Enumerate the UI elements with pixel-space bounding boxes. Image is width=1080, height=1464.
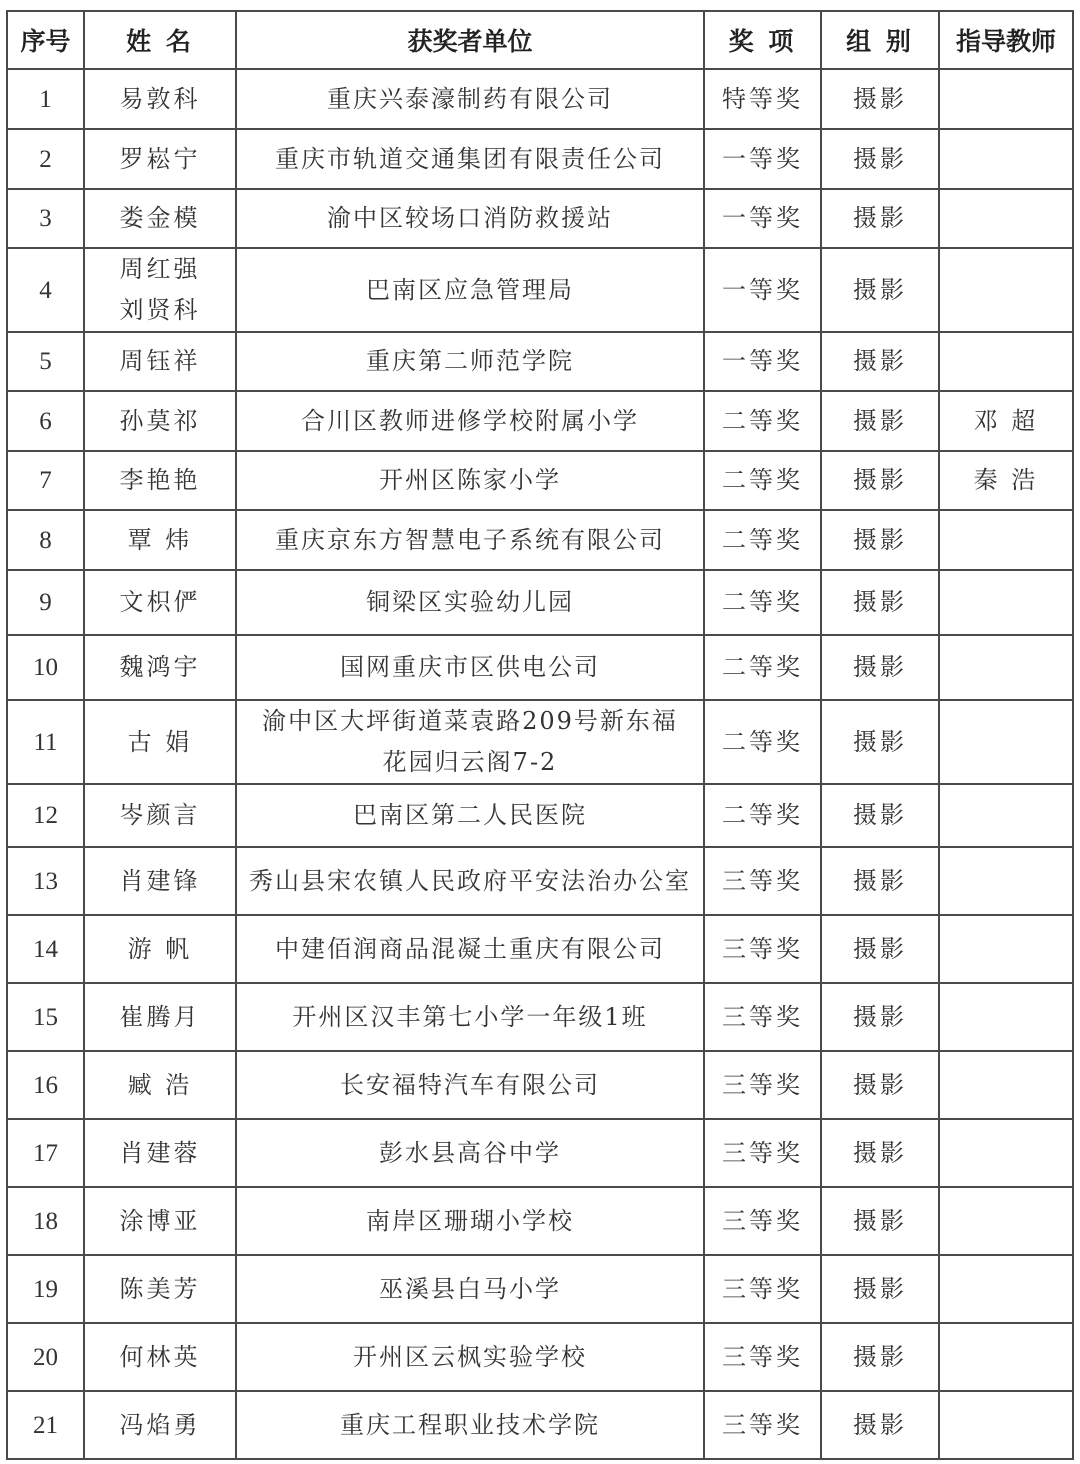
cell-name: 孙莫祁 — [84, 391, 236, 451]
cell-teacher — [939, 510, 1073, 570]
cell-name: 岑颜言 — [84, 784, 236, 847]
cell-unit: 巴南区第二人民医院 — [236, 784, 704, 847]
header-row — [7, 11, 1073, 69]
table-row — [7, 847, 1073, 915]
cell-group: 摄影 — [821, 189, 939, 248]
cell-group: 摄影 — [821, 847, 939, 915]
cell-award: 二等奖 — [704, 570, 821, 635]
table-row — [7, 129, 1073, 189]
cell-name: 古 娟 — [84, 700, 236, 784]
cell-award: 二等奖 — [704, 451, 821, 510]
cell-unit: 重庆京东方智慧电子系统有限公司 — [236, 510, 704, 570]
table-row — [7, 332, 1073, 391]
cell-name-line: 刘贤科 — [119, 296, 201, 324]
cell-group: 摄影 — [821, 570, 939, 635]
cell-award: 三等奖 — [704, 1391, 821, 1459]
cell-name: 涂博亚 — [84, 1187, 236, 1255]
table-row — [7, 635, 1073, 700]
cell-award: 三等奖 — [704, 1119, 821, 1187]
cell-group: 摄影 — [821, 1323, 939, 1391]
cell-award: 三等奖 — [704, 1051, 821, 1119]
header-unit: 获奖者单位 — [236, 11, 704, 69]
cell-no: 12 — [7, 784, 84, 847]
cell-group: 摄影 — [821, 510, 939, 570]
cell-no: 5 — [7, 332, 84, 391]
cell-teacher — [939, 248, 1073, 332]
cell-teacher — [939, 915, 1073, 983]
table-row — [7, 391, 1073, 451]
cell-no: 19 — [7, 1255, 84, 1323]
header-group: 组 别 — [821, 11, 939, 69]
header-no: 序号 — [7, 11, 84, 69]
cell-no: 10 — [7, 635, 84, 700]
cell-teacher — [939, 847, 1073, 915]
cell-award: 三等奖 — [704, 915, 821, 983]
table-row — [7, 451, 1073, 510]
cell-teacher — [939, 983, 1073, 1051]
cell-unit: 重庆第二师范学院 — [236, 332, 704, 391]
cell-no: 2 — [7, 129, 84, 189]
cell-group: 摄影 — [821, 915, 939, 983]
cell-group: 摄影 — [821, 784, 939, 847]
cell-name: 崔腾月 — [84, 983, 236, 1051]
cell-group: 摄影 — [821, 1119, 939, 1187]
cell-name: 肖建蓉 — [84, 1119, 236, 1187]
cell-award: 二等奖 — [704, 700, 821, 784]
cell-no: 13 — [7, 847, 84, 915]
cell-name: 文枳俨 — [84, 570, 236, 635]
cell-unit: 重庆工程职业技术学院 — [236, 1391, 704, 1459]
cell-award: 三等奖 — [704, 1187, 821, 1255]
cell-no: 6 — [7, 391, 84, 451]
cell-award: 二等奖 — [704, 784, 821, 847]
cell-teacher — [939, 1187, 1073, 1255]
table-row — [7, 570, 1073, 635]
cell-no: 18 — [7, 1187, 84, 1255]
cell-award: 二等奖 — [704, 635, 821, 700]
table-row — [7, 510, 1073, 570]
cell-unit: 南岸区珊瑚小学校 — [236, 1187, 704, 1255]
table-row — [7, 1187, 1073, 1255]
cell-award: 三等奖 — [704, 1323, 821, 1391]
cell-name: 肖建锋 — [84, 847, 236, 915]
cell-teacher — [939, 189, 1073, 248]
cell-unit-line: 渝中区大坪街道菜袁路209号新东福 — [262, 707, 678, 735]
cell-teacher — [939, 700, 1073, 784]
cell-teacher: 秦 浩 — [939, 451, 1073, 510]
cell-award: 特等奖 — [704, 69, 821, 129]
cell-teacher — [939, 1255, 1073, 1323]
header-name: 姓 名 — [84, 11, 236, 69]
cell-group: 摄影 — [821, 1187, 939, 1255]
table-row — [7, 915, 1073, 983]
cell-group: 摄影 — [821, 248, 939, 332]
cell-group: 摄影 — [821, 69, 939, 129]
cell-name — [84, 248, 236, 332]
cell-no: 8 — [7, 510, 84, 570]
cell-group: 摄影 — [821, 1255, 939, 1323]
cell-unit: 长安福特汽车有限公司 — [236, 1051, 704, 1119]
cell-name: 李艳艳 — [84, 451, 236, 510]
cell-no: 17 — [7, 1119, 84, 1187]
table-row — [7, 784, 1073, 847]
table-row — [7, 1255, 1073, 1323]
cell-unit: 开州区汉丰第七小学一年级1班 — [236, 983, 704, 1051]
cell-no: 14 — [7, 915, 84, 983]
cell-name: 罗崧宁 — [84, 129, 236, 189]
cell-name: 周钰祥 — [84, 332, 236, 391]
cell-name: 游 帆 — [84, 915, 236, 983]
table-row — [7, 1323, 1073, 1391]
cell-unit: 重庆兴泰濠制药有限公司 — [236, 69, 704, 129]
cell-teacher — [939, 1119, 1073, 1187]
cell-teacher — [939, 1051, 1073, 1119]
cell-unit: 巫溪县白马小学 — [236, 1255, 704, 1323]
cell-award: 一等奖 — [704, 189, 821, 248]
cell-award: 二等奖 — [704, 510, 821, 570]
cell-award: 三等奖 — [704, 983, 821, 1051]
cell-no: 11 — [7, 700, 84, 784]
cell-name: 覃 炜 — [84, 510, 236, 570]
table-row — [7, 1051, 1073, 1119]
cell-unit: 秀山县宋农镇人民政府平安法治办公室 — [236, 847, 704, 915]
cell-unit: 重庆市轨道交通集团有限责任公司 — [236, 129, 704, 189]
cell-group: 摄影 — [821, 129, 939, 189]
cell-teacher — [939, 129, 1073, 189]
table-row — [7, 1119, 1073, 1187]
cell-no: 16 — [7, 1051, 84, 1119]
cell-no: 3 — [7, 189, 84, 248]
cell-no: 15 — [7, 983, 84, 1051]
table-row — [7, 189, 1073, 248]
cell-teacher — [939, 69, 1073, 129]
cell-unit: 渝中区较场口消防救援站 — [236, 189, 704, 248]
cell-award: 二等奖 — [704, 391, 821, 451]
header-award: 奖 项 — [704, 11, 821, 69]
cell-teacher — [939, 1391, 1073, 1459]
cell-name: 冯焰勇 — [84, 1391, 236, 1459]
cell-name: 娄金模 — [84, 189, 236, 248]
cell-group: 摄影 — [821, 451, 939, 510]
header-teacher: 指导教师 — [939, 11, 1073, 69]
table-row — [7, 69, 1073, 129]
cell-teacher — [939, 784, 1073, 847]
cell-award: 三等奖 — [704, 1255, 821, 1323]
cell-group: 摄影 — [821, 1391, 939, 1459]
award-table — [6, 10, 1074, 1460]
cell-unit — [236, 700, 704, 784]
cell-no: 1 — [7, 69, 84, 129]
table-row — [7, 700, 1073, 784]
cell-name-line: 周红强 — [119, 255, 201, 283]
cell-no: 4 — [7, 248, 84, 332]
cell-no: 21 — [7, 1391, 84, 1459]
cell-name: 何林英 — [84, 1323, 236, 1391]
cell-award: 一等奖 — [704, 332, 821, 391]
cell-unit: 中建佰润商品混凝土重庆有限公司 — [236, 915, 704, 983]
cell-teacher — [939, 332, 1073, 391]
cell-group: 摄影 — [821, 983, 939, 1051]
table-row — [7, 1391, 1073, 1459]
cell-group: 摄影 — [821, 1051, 939, 1119]
cell-no: 9 — [7, 570, 84, 635]
cell-name: 陈美芳 — [84, 1255, 236, 1323]
cell-group: 摄影 — [821, 635, 939, 700]
cell-teacher: 邓 超 — [939, 391, 1073, 451]
cell-unit: 开州区陈家小学 — [236, 451, 704, 510]
cell-group: 摄影 — [821, 332, 939, 391]
cell-name: 易敦科 — [84, 69, 236, 129]
cell-unit-line: 花园归云阁7-2 — [382, 748, 558, 776]
table-row — [7, 983, 1073, 1051]
cell-group: 摄影 — [821, 700, 939, 784]
cell-unit: 开州区云枫实验学校 — [236, 1323, 704, 1391]
cell-teacher — [939, 635, 1073, 700]
cell-name: 魏鸿宇 — [84, 635, 236, 700]
cell-no: 7 — [7, 451, 84, 510]
cell-teacher — [939, 1323, 1073, 1391]
cell-group: 摄影 — [821, 391, 939, 451]
cell-award: 一等奖 — [704, 129, 821, 189]
cell-name: 臧 浩 — [84, 1051, 236, 1119]
cell-teacher — [939, 570, 1073, 635]
cell-award: 三等奖 — [704, 847, 821, 915]
cell-unit: 巴南区应急管理局 — [236, 248, 704, 332]
cell-award: 一等奖 — [704, 248, 821, 332]
cell-unit: 彭水县高谷中学 — [236, 1119, 704, 1187]
cell-no: 20 — [7, 1323, 84, 1391]
cell-unit: 铜梁区实验幼儿园 — [236, 570, 704, 635]
table-row — [7, 248, 1073, 332]
cell-unit: 合川区教师进修学校附属小学 — [236, 391, 704, 451]
cell-unit: 国网重庆市区供电公司 — [236, 635, 704, 700]
